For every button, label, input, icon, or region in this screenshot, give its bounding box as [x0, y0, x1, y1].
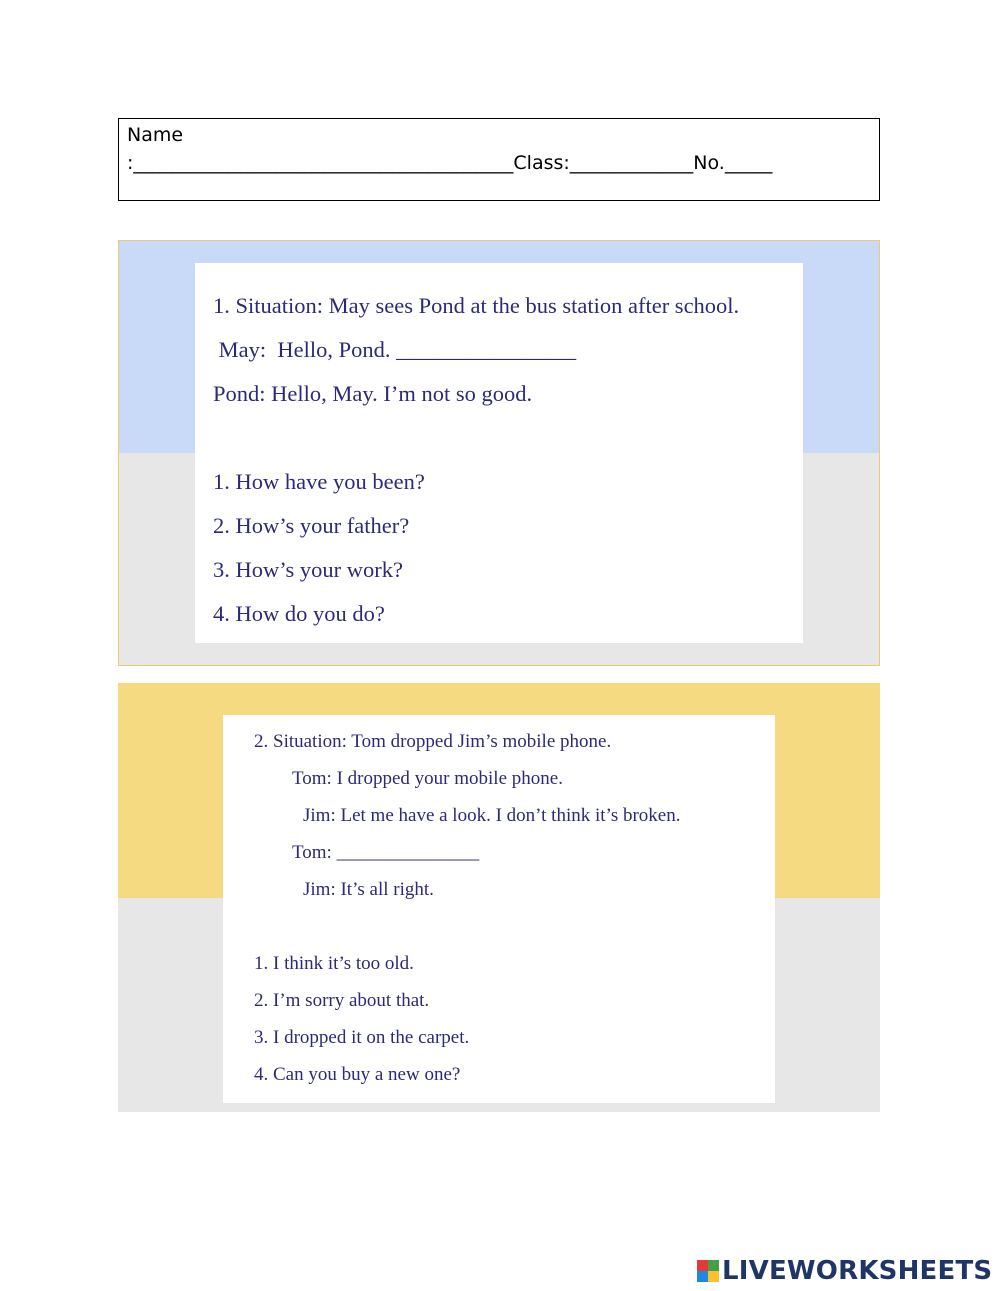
- question-2-option: 1. I think it’s too old.: [254, 953, 414, 974]
- question-2-card: [118, 683, 880, 1112]
- question-1-card: [118, 240, 880, 666]
- question-2-dialogue-tom-2: Tom: _______________: [292, 842, 480, 863]
- liveworksheets-logo: [697, 1255, 992, 1287]
- question-2-dialogue-jim-2: Jim: It’s all right.: [303, 879, 434, 900]
- question-1-dialogue-may: May: Hello, Pond. ________________: [213, 337, 577, 362]
- question-2-option: 2. I’m sorry about that.: [254, 990, 430, 1011]
- question-2-dialogue-tom-1: Tom: I dropped your mobile phone.: [292, 768, 563, 789]
- liveworksheets-logo-icon: [697, 1260, 719, 1282]
- name-class-number-line: :________________________________________Class:_____________No._____: [127, 152, 773, 174]
- question-1-option: 3. How’s your work?: [213, 557, 403, 582]
- name-label: Name: [127, 124, 184, 146]
- question-2-option: 4. Can you buy a new one?: [254, 1064, 461, 1085]
- question-2-situation: 2. Situation: Tom dropped Jim’s mobile phone.: [254, 731, 612, 752]
- question-1-option: 2. How’s your father?: [213, 513, 410, 538]
- question-1-dialogue-pond: Pond: Hello, May. I’m not so good.: [213, 381, 533, 406]
- question-2-panel: [223, 715, 775, 1103]
- question-2-option: 3. I dropped it on the carpet.: [254, 1027, 470, 1048]
- question-1-option: 1. How have you been?: [213, 469, 425, 494]
- question-2-dialogue-jim-1: Jim: Let me have a look. I don’t think it’s broken.: [303, 805, 681, 826]
- question-1-option: 4. How do you do?: [213, 601, 385, 626]
- question-1-situation: 1. Situation: May sees Pond at the bus station after school.: [213, 293, 740, 318]
- liveworksheets-logo-text: LIVEWORKSHEETS: [722, 1256, 993, 1286]
- student-info-box: [118, 118, 880, 201]
- question-1-panel: [195, 263, 803, 643]
